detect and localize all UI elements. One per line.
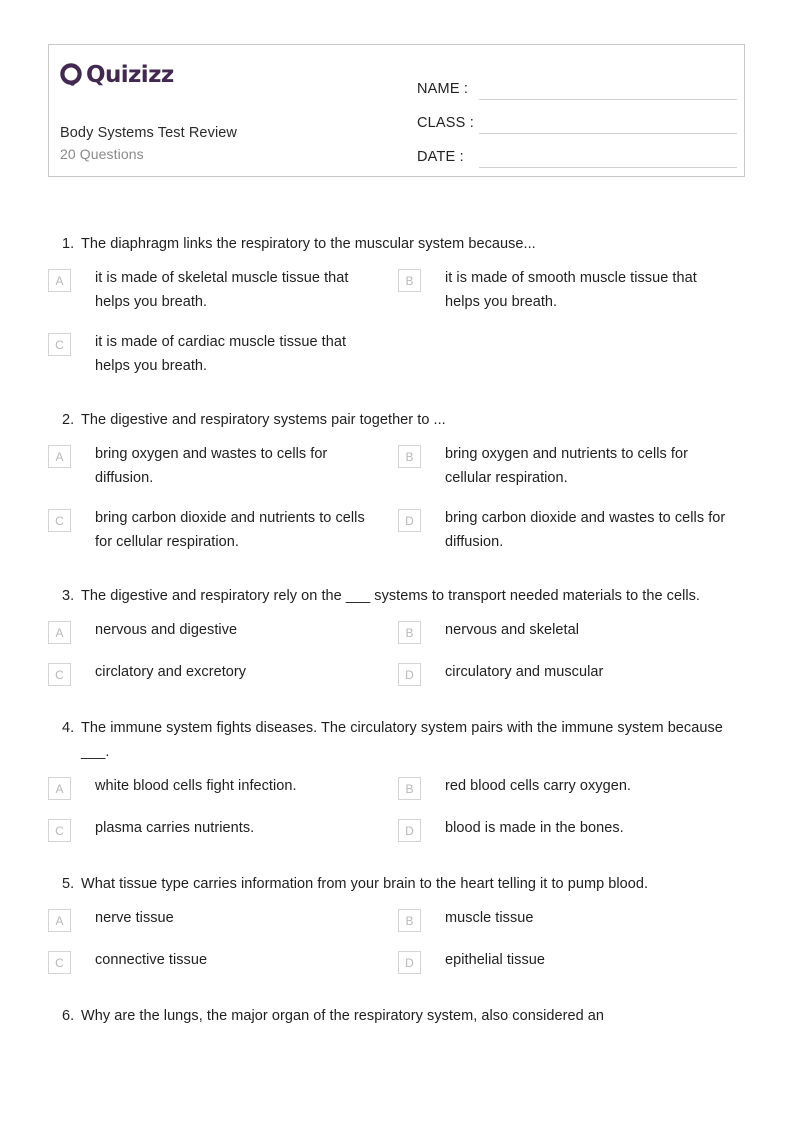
quizizz-logo-text: Quizizz <box>86 61 174 88</box>
option-letter-badge[interactable]: D <box>398 663 421 686</box>
option-text: circlatory and excretory <box>95 664 247 680</box>
question-stem <box>48 872 748 896</box>
answer-option[interactable] <box>48 506 398 554</box>
option-letter-badge[interactable]: B <box>398 909 421 932</box>
name-field-label: NAME : <box>417 81 469 97</box>
answer-option[interactable] <box>48 906 398 936</box>
answer-option[interactable] <box>48 618 398 648</box>
answer-option[interactable] <box>398 506 748 554</box>
option-text: nervous and skeletal <box>445 622 579 638</box>
answer-option[interactable] <box>398 906 748 936</box>
question-item <box>48 584 748 702</box>
quizizz-logo <box>60 60 174 90</box>
question-item <box>48 232 748 394</box>
class-field-row <box>417 100 737 134</box>
option-text: blood is made in the bones. <box>445 820 624 836</box>
option-text: it is made of skeletal muscle tissue that helps you breath. <box>95 270 349 310</box>
quizizz-q-icon <box>60 63 85 88</box>
option-text: bring carbon dioxide and nutrients to cells for cellular respiration. <box>95 510 365 550</box>
option-letter-badge[interactable]: A <box>48 909 71 932</box>
answer-options <box>48 618 748 702</box>
quiz-title: Body Systems Test Review <box>60 125 238 141</box>
answer-option[interactable] <box>398 660 748 690</box>
option-letter-badge[interactable]: D <box>398 509 421 532</box>
answer-options <box>48 266 748 394</box>
option-letter-badge[interactable]: B <box>398 269 421 292</box>
option-letter-badge[interactable]: D <box>398 819 421 842</box>
student-info-fields <box>417 66 737 168</box>
answer-option[interactable] <box>48 948 398 978</box>
option-letter-badge[interactable]: A <box>48 269 71 292</box>
answer-option[interactable] <box>398 816 748 846</box>
date-field-label: DATE : <box>417 149 464 165</box>
question-number: 3. <box>62 588 75 604</box>
answer-option[interactable] <box>48 660 398 690</box>
option-text: it is made of smooth muscle tissue that helps you breath. <box>445 270 697 310</box>
option-letter-badge[interactable]: C <box>48 333 71 356</box>
answer-option[interactable] <box>398 442 748 490</box>
name-field-input[interactable] <box>479 77 737 100</box>
question-stem <box>48 408 748 432</box>
answer-option[interactable] <box>48 330 398 378</box>
question-stem <box>48 716 748 764</box>
option-text: bring oxygen and wastes to cells for diffusion. <box>95 446 328 486</box>
question-stem <box>48 584 748 608</box>
answer-option[interactable] <box>398 266 748 314</box>
answer-option[interactable] <box>398 618 748 648</box>
option-letter-badge[interactable]: C <box>48 951 71 974</box>
answer-option[interactable] <box>398 774 748 804</box>
option-text: bring oxygen and nutrients to cells for cellular respiration. <box>445 446 688 486</box>
answer-option[interactable] <box>48 442 398 490</box>
option-text: white blood cells fight infection. <box>95 778 297 794</box>
option-text: bring carbon dioxide and wastes to cells for diffusion. <box>445 510 726 550</box>
header-left-block <box>60 45 410 176</box>
answer-options <box>48 906 748 990</box>
option-text: muscle tissue <box>445 910 534 926</box>
question-item <box>48 1004 748 1028</box>
name-field-row <box>417 66 737 100</box>
answer-option[interactable] <box>48 774 398 804</box>
option-text: nerve tissue <box>95 910 174 926</box>
question-number: 6. <box>62 1008 75 1024</box>
option-letter-badge[interactable]: C <box>48 819 71 842</box>
option-text: red blood cells carry oxygen. <box>445 778 632 794</box>
question-number: 4. <box>62 720 75 736</box>
question-stem <box>48 1004 748 1028</box>
answer-option[interactable] <box>48 816 398 846</box>
question-text: What tissue type carries information from your brain to the heart telling it to pump blood. <box>81 876 649 892</box>
answer-options <box>48 442 748 570</box>
question-stem <box>48 232 748 256</box>
option-letter-badge[interactable]: B <box>398 445 421 468</box>
question-list <box>48 232 748 1042</box>
date-field-row <box>417 134 737 168</box>
question-text: The immune system fights diseases. The circulatory system pairs with the immune system because ___. <box>81 720 723 760</box>
option-text: connective tissue <box>95 952 208 968</box>
question-text: The digestive and respiratory rely on the ___ systems to transport needed materials to the cells. <box>81 588 700 604</box>
option-letter-badge[interactable]: C <box>48 509 71 532</box>
date-field-input[interactable] <box>479 145 737 168</box>
question-text: Why are the lungs, the major organ of the respiratory system, also considered an <box>81 1008 605 1024</box>
answer-options <box>48 774 748 858</box>
question-text: The digestive and respiratory systems pair together to ... <box>81 412 446 428</box>
question-number: 1. <box>62 236 75 252</box>
class-field-label: CLASS : <box>417 115 475 131</box>
option-letter-badge[interactable]: A <box>48 621 71 644</box>
option-text: plasma carries nutrients. <box>95 820 255 836</box>
question-number: 2. <box>62 412 75 428</box>
question-item <box>48 408 748 570</box>
option-letter-badge[interactable]: B <box>398 777 421 800</box>
worksheet-header-card <box>48 44 745 177</box>
option-letter-badge[interactable]: B <box>398 621 421 644</box>
question-number: 5. <box>62 876 75 892</box>
option-text: circulatory and muscular <box>445 664 604 680</box>
option-text: nervous and digestive <box>95 622 238 638</box>
question-item <box>48 872 748 990</box>
option-letter-badge[interactable]: D <box>398 951 421 974</box>
option-text: epithelial tissue <box>445 952 545 968</box>
question-item <box>48 716 748 858</box>
question-text: The diaphragm links the respiratory to the muscular system because... <box>81 236 536 252</box>
answer-option[interactable] <box>398 948 748 978</box>
answer-option[interactable] <box>48 266 398 314</box>
option-letter-badge[interactable]: C <box>48 663 71 686</box>
class-field-input[interactable] <box>479 111 737 134</box>
option-text: it is made of cardiac muscle tissue that helps you breath. <box>95 334 347 374</box>
option-letter-badge[interactable]: A <box>48 445 71 468</box>
option-letter-badge[interactable]: A <box>48 777 71 800</box>
quiz-question-count: 20 Questions <box>60 146 144 162</box>
